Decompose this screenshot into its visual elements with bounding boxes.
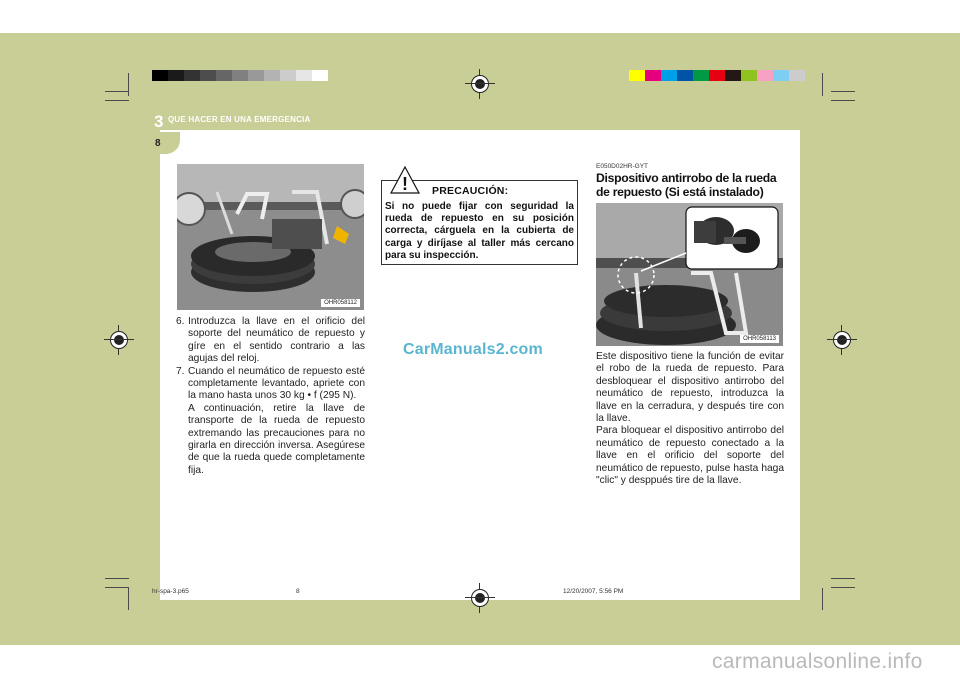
color-swatch [280, 70, 296, 81]
crop-mark [105, 578, 129, 579]
photo-reference-code: OHR058112 [321, 299, 360, 307]
paragraph: Para bloquear el dispositivo antirrobo del neumático de repuesto conectado a la llave en el orificio del soporte del neumático de repuesto, pulse hasta haga "clic" y desppués tire de la llave. [596, 425, 784, 487]
section-code: E050D02HR-GYT [596, 163, 649, 170]
crop-mark [831, 91, 855, 92]
step-item [176, 366, 365, 403]
registration-target-icon [469, 587, 491, 609]
footer-page: 8 [296, 588, 300, 595]
warning-glyph: ! [402, 174, 408, 194]
color-swatch [200, 70, 216, 81]
crop-mark [128, 73, 129, 96]
step-number: 7. [176, 365, 185, 377]
caution-text: Si no puede fijar con seguridad la rueda de repuesto en su posición correcta, cárguela en la cubierta de carga y diríjase al taller más cercano para su inspección. [385, 201, 574, 261]
section-body [596, 351, 784, 487]
color-swatch [152, 70, 168, 81]
color-swatch [312, 70, 328, 81]
crop-mark [822, 73, 823, 96]
grayscale-registration-bar [152, 70, 328, 81]
section-title: Dispositivo antirrobo de la rueda de repuesto (Si está instalado) [596, 171, 777, 199]
registration-target-icon [469, 73, 491, 95]
chapter-title: QUE HACER EN UNA EMERGENCIA [168, 115, 311, 124]
color-swatch [741, 70, 757, 81]
color-swatch [725, 70, 741, 81]
caution-title: PRECAUCIÓN: [432, 185, 509, 197]
crop-mark [822, 588, 823, 610]
color-swatch [757, 70, 773, 81]
color-registration-bar [629, 70, 805, 81]
step-item [176, 316, 365, 366]
step-text: A continuación, retire la llave de transporte de la rueda de repuesto extremando las precauciones para no girarla en dirección inversa. Asegúrese de que la rueda quede completamente fija. [188, 402, 365, 476]
step-number [176, 403, 188, 477]
color-swatch [629, 70, 645, 81]
color-swatch [645, 70, 661, 81]
carmanuals2-watermark-link[interactable]: CarManuals2.com [403, 341, 543, 358]
step-text: Introduzca la llave en el orificio del soporte del neumático de repuesto y gíre en el sentido contrario a las agujas del reloj. [188, 316, 365, 365]
crop-mark [105, 91, 129, 92]
color-swatch [168, 70, 184, 81]
crop-mark [831, 587, 855, 588]
carmanualsonline-watermark-link[interactable]: carmanualsonline.info [712, 650, 923, 673]
footer-datetime: 12/20/2007, 5:56 PM [563, 588, 624, 595]
registration-target-icon [108, 329, 130, 351]
color-swatch [264, 70, 280, 81]
color-swatch [773, 70, 789, 81]
wheel-lock-photo [596, 203, 783, 346]
crop-mark [105, 587, 129, 588]
step-number: 6. [176, 316, 185, 327]
color-swatch [232, 70, 248, 81]
warning-triangle-icon [390, 166, 420, 194]
crop-mark [105, 100, 129, 101]
spare-tire-illustration [177, 164, 364, 310]
color-swatch [677, 70, 693, 81]
crop-mark [831, 100, 855, 101]
color-swatch [184, 70, 200, 81]
footer-filename: hr-spa-3.p65 [152, 588, 189, 595]
color-swatch [789, 70, 805, 81]
color-swatch [709, 70, 725, 81]
paragraph: Este dispositivo tiene la función de evitar el robo de la rueda de repuesto. Para desbloquear el dispositivo antirrobo del neumático de repuesto, introduzca la llave en la cerradura, y después tire con la llave. [596, 351, 784, 425]
instruction-steps [176, 316, 365, 477]
step-item [176, 403, 365, 477]
color-swatch [693, 70, 709, 81]
color-swatch [248, 70, 264, 81]
spare-tire-photo [177, 164, 364, 310]
registration-target-icon [831, 329, 853, 351]
crop-mark [831, 578, 855, 579]
chapter-number: 3 [154, 112, 164, 131]
color-swatch [216, 70, 232, 81]
page-number: 8 [155, 138, 161, 149]
step-text: Cuando el neumático de repuesto esté completamente levantado, apriete con la mano hasta unos 30 kg • f (295 N). [188, 365, 365, 402]
color-swatch [296, 70, 312, 81]
photo-reference-code: OHR058113 [740, 335, 779, 343]
crop-mark [128, 588, 129, 610]
wheel-lock-illustration [596, 203, 783, 346]
color-swatch [661, 70, 677, 81]
